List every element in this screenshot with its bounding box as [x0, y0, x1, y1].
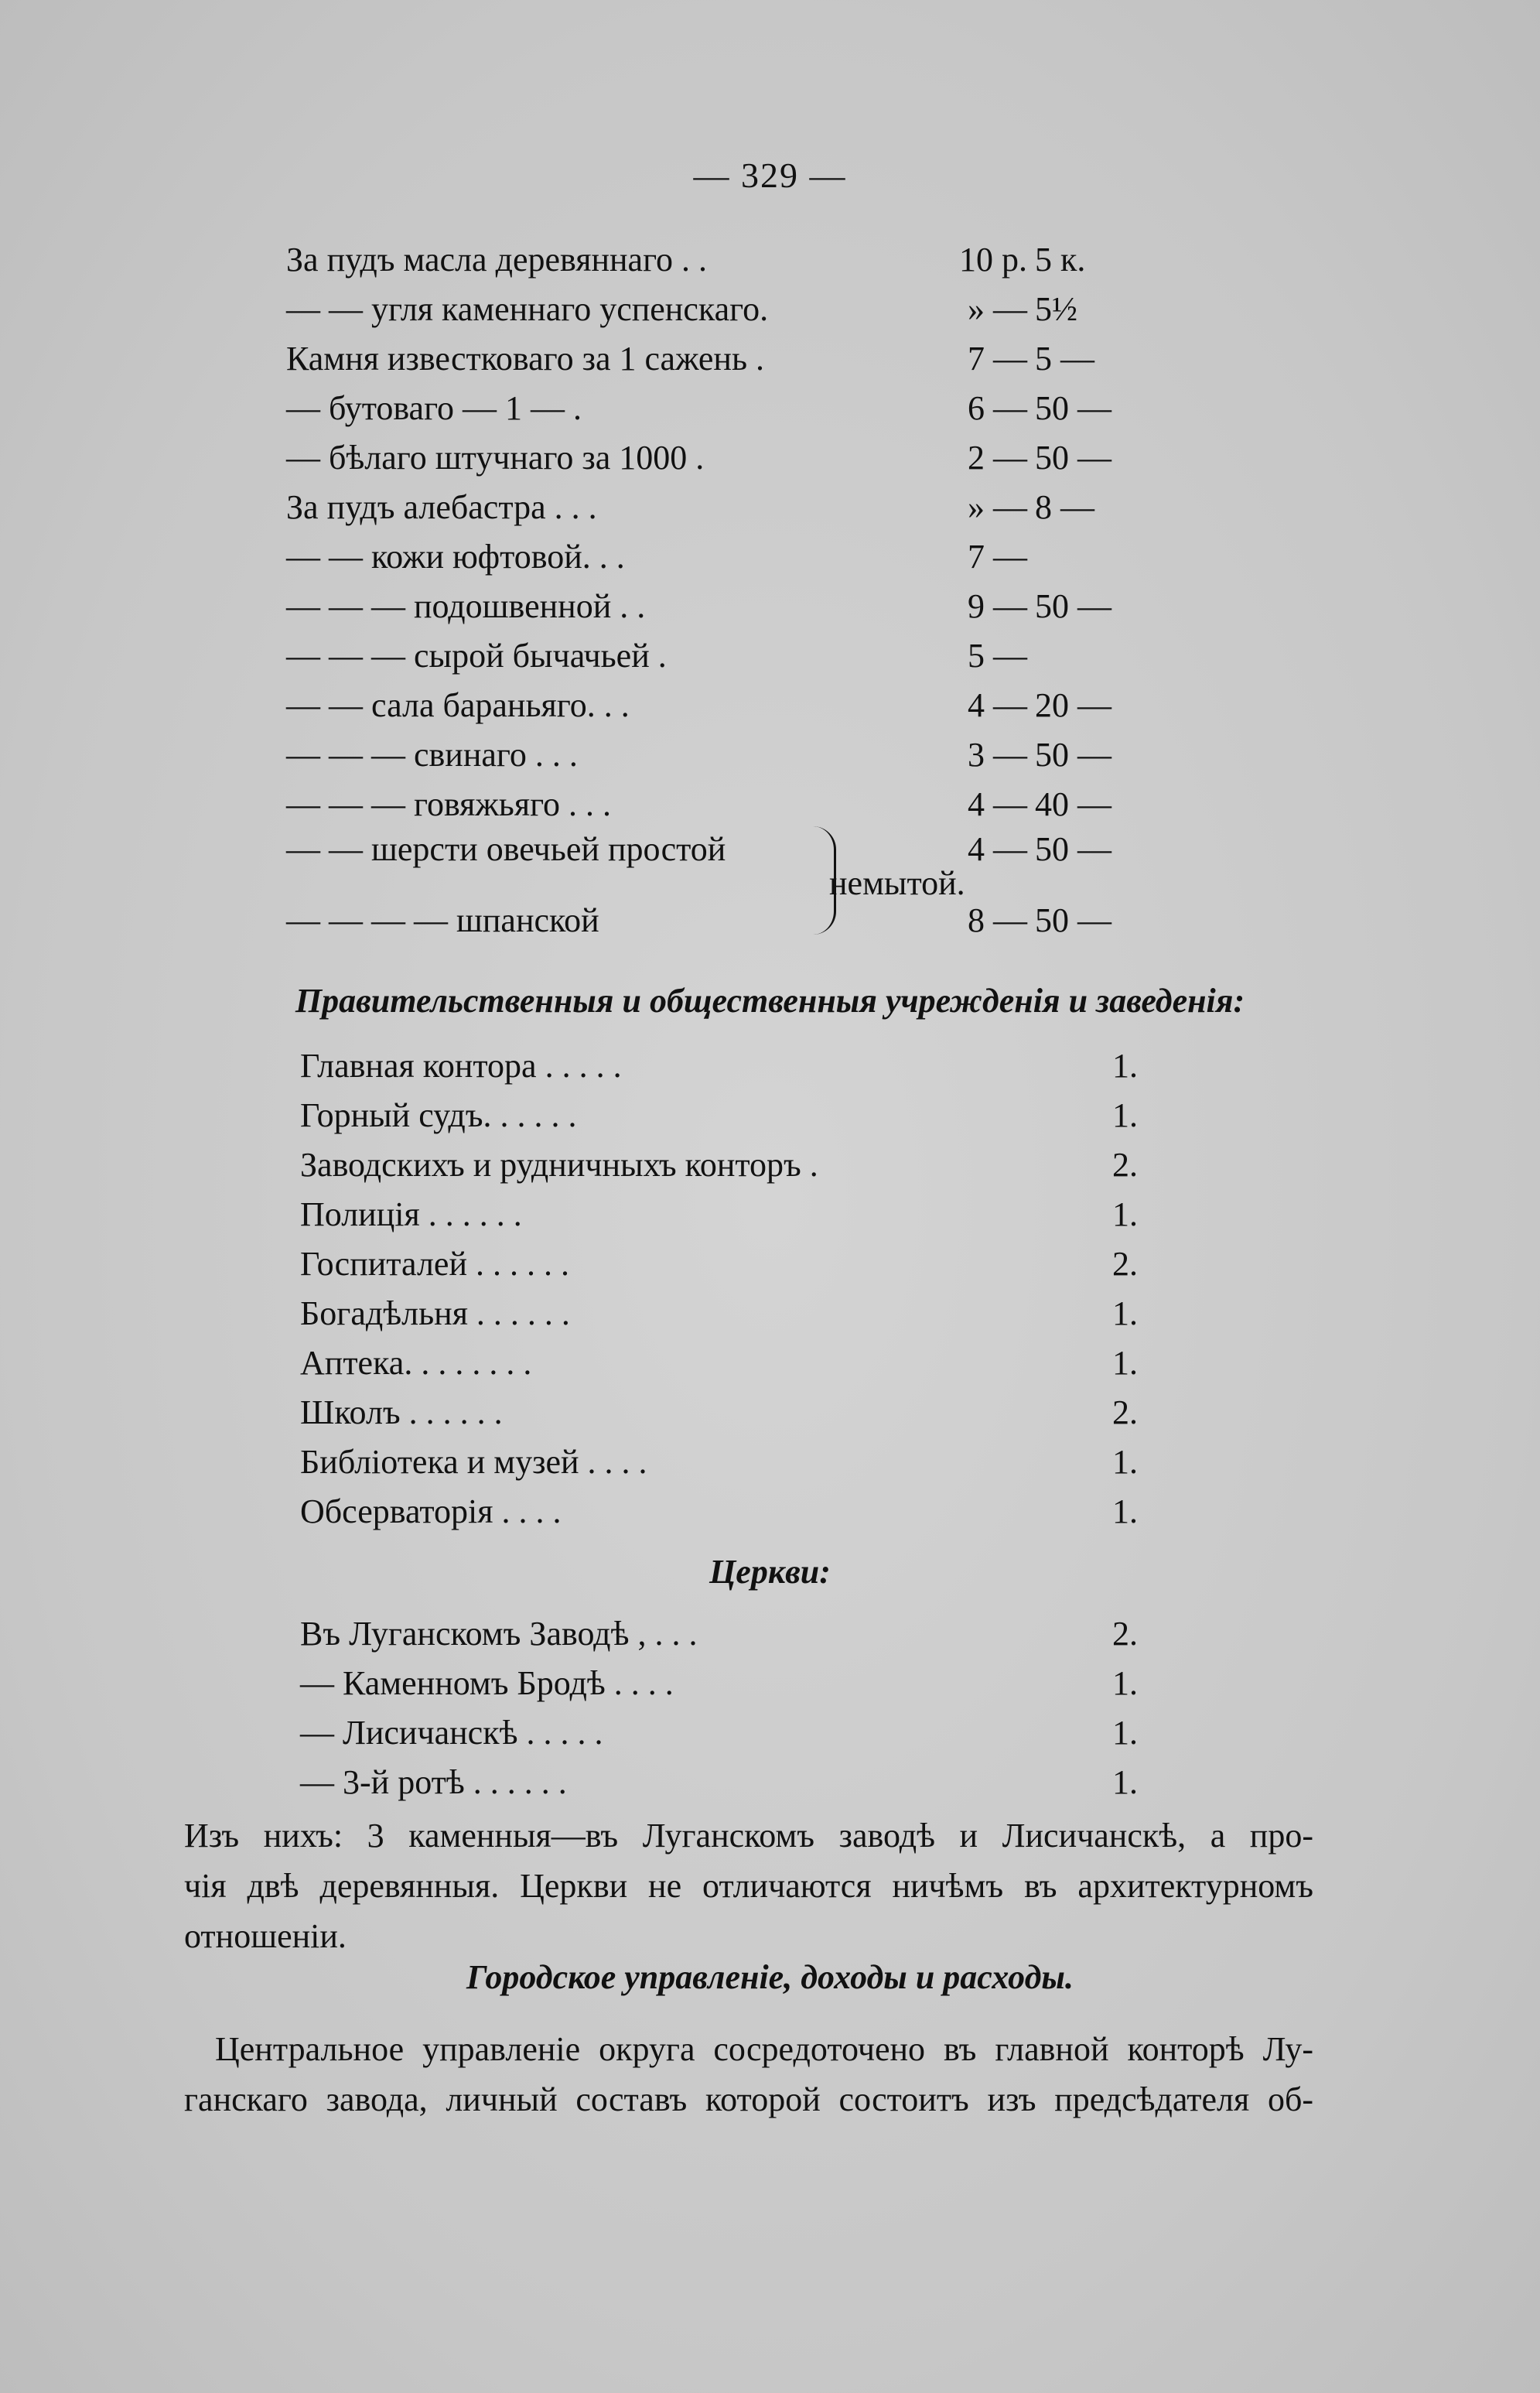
institution-row	[300, 1343, 1151, 1391]
church-label: — 3-й ротѣ . . . . . .	[300, 1763, 567, 1801]
price-row	[286, 785, 1160, 832]
price-item: — — — свинаго . . .	[286, 736, 578, 774]
institution-count: 2.	[1112, 1146, 1138, 1184]
price-rubles: » —	[968, 488, 1027, 526]
price-rubles: 10 р.	[959, 241, 1027, 279]
price-rubles: 2 —	[968, 439, 1027, 477]
institution-count: 2.	[1112, 1393, 1138, 1431]
price-row	[286, 339, 1160, 387]
price-rubles: 5 —	[968, 637, 1027, 675]
price-kopecks: 5 —	[1035, 340, 1094, 378]
price-kopecks: 8 —	[1035, 488, 1094, 526]
institution-label: Богадѣльня . . . . . .	[300, 1294, 570, 1332]
price-item: — бутоваго — 1 — .	[286, 389, 582, 427]
price-kopecks: 50 —	[1035, 830, 1111, 868]
church-count: 1.	[1112, 1763, 1138, 1801]
admin-paragraph	[184, 2024, 1313, 2125]
price-row	[286, 586, 1160, 634]
price-kopecks: 50 —	[1035, 389, 1111, 427]
institution-count: 1.	[1112, 1294, 1138, 1332]
price-row	[286, 829, 1160, 877]
price-rubles: » —	[968, 290, 1027, 328]
paragraph-line: отношеніи.	[184, 1917, 347, 1955]
price-item: — — угля каменнаго успенскаго.	[286, 290, 769, 328]
church-row	[300, 1713, 1151, 1761]
admin-heading: Городское управленіе, доходы и расходы.	[466, 1958, 1074, 1996]
price-item: — — — говяжьяго . . .	[286, 785, 612, 823]
price-rubles: 6 —	[968, 389, 1027, 427]
price-item: — — кожи юфтовой. . .	[286, 538, 625, 576]
institution-count: 1.	[1112, 1443, 1138, 1481]
paragraph-line: чія двѣ деревянныя. Церкви не отличаются ничѣмъ въ архитектурномъ	[184, 1867, 1313, 1905]
price-rubles: 7 —	[968, 538, 1027, 576]
price-row	[286, 388, 1160, 436]
institution-row	[300, 1096, 1151, 1144]
institution-row	[300, 1492, 1151, 1540]
price-item: За пудъ масла деревяннаго . .	[286, 241, 708, 279]
institution-row	[300, 1046, 1151, 1094]
institution-label: Горный судъ. . . . . .	[300, 1096, 577, 1134]
institution-label: Школъ . . . . . .	[300, 1393, 503, 1431]
price-item: — — — подошвенной . .	[286, 587, 646, 625]
institution-row	[300, 1145, 1151, 1193]
churches-paragraph	[184, 1810, 1313, 1961]
church-count: 1.	[1112, 1714, 1138, 1752]
church-label: — Каменномъ Бродѣ . . . .	[300, 1664, 674, 1702]
church-label: Въ Луганскомъ Заводѣ , . . .	[300, 1615, 698, 1653]
price-rubles: 9 —	[968, 587, 1027, 625]
price-rubles: 8 —	[968, 901, 1027, 939]
institution-label: Библіотека и музей . . . .	[300, 1443, 647, 1481]
price-kopecks: 50 —	[1035, 736, 1111, 774]
institution-count: 1.	[1112, 1096, 1138, 1134]
wool-note: немытой.	[829, 864, 965, 902]
institution-row	[300, 1244, 1151, 1292]
institution-label: Главная контора . . . . .	[300, 1047, 622, 1085]
institution-row	[300, 1393, 1151, 1441]
churches-heading: Церкви:	[709, 1553, 831, 1591]
price-kopecks: 50 —	[1035, 901, 1111, 939]
church-row	[300, 1663, 1151, 1711]
price-rubles: 7 —	[968, 340, 1027, 378]
price-row	[286, 289, 1160, 337]
price-row	[286, 636, 1160, 684]
institution-count: 1.	[1112, 1047, 1138, 1085]
price-kopecks: 50 —	[1035, 587, 1111, 625]
church-count: 2.	[1112, 1615, 1138, 1653]
price-rubles: 4 —	[968, 686, 1027, 724]
price-rubles: 4 —	[968, 785, 1027, 823]
price-item: — — — сырой бычачьей .	[286, 637, 667, 675]
price-row	[286, 438, 1160, 486]
price-kopecks: 50 —	[1035, 439, 1111, 477]
institution-count: 2.	[1112, 1245, 1138, 1283]
price-rubles: 4 —	[968, 830, 1027, 868]
institution-label: Обсерваторія . . . .	[300, 1492, 562, 1530]
institution-label: Заводскихъ и рудничныхъ конторъ .	[300, 1146, 818, 1184]
institution-count: 1.	[1112, 1344, 1138, 1382]
institution-label: Аптека. . . . . . . .	[300, 1344, 532, 1382]
price-row	[286, 901, 1160, 949]
price-row	[286, 487, 1160, 535]
institution-row	[300, 1195, 1151, 1243]
institution-count: 1.	[1112, 1195, 1138, 1233]
price-row	[286, 240, 1160, 288]
institution-row	[300, 1442, 1151, 1490]
institution-row	[300, 1294, 1151, 1342]
price-rubles: 3 —	[968, 736, 1027, 774]
paragraph-line: Центральное управленіе округа сосредоточено въ главной конторѣ Лу-	[215, 2030, 1313, 2068]
institution-label: Полиція . . . . . .	[300, 1195, 522, 1233]
price-kopecks: 40 —	[1035, 785, 1111, 823]
institution-label: Госпиталей . . . . . .	[300, 1245, 570, 1283]
church-row	[300, 1614, 1151, 1662]
price-item: — — — — шпанской	[286, 901, 599, 939]
price-item: — — шерсти овечьей простой	[286, 830, 726, 868]
price-kopecks: 5½	[1035, 290, 1077, 328]
church-label: — Лисичанскѣ . . . . .	[300, 1714, 603, 1752]
price-row	[286, 537, 1160, 585]
price-item: — бѣлаго штучнаго за 1000 .	[286, 439, 705, 477]
church-count: 1.	[1112, 1664, 1138, 1702]
page-number: — 329 —	[693, 156, 847, 195]
paragraph-line: ганскаго завода, личный составъ которой состоитъ изъ предсѣдателя об-	[184, 2080, 1313, 2118]
institution-count: 1.	[1112, 1492, 1138, 1530]
price-kopecks: 5 к.	[1035, 241, 1086, 279]
price-item: — — сала бараньяго. . .	[286, 686, 630, 724]
price-kopecks: 20 —	[1035, 686, 1111, 724]
price-item: Камня известковаго за 1 сажень .	[286, 340, 765, 378]
church-row	[300, 1762, 1151, 1810]
price-item: За пудъ алебастра . . .	[286, 488, 597, 526]
price-row	[286, 685, 1160, 733]
paragraph-line: Изъ нихъ: 3 каменныя—въ Луганскомъ заводѣ и Лисичанскѣ, а про-	[184, 1817, 1313, 1855]
institutions-heading: Правительственныя и общественныя учрежденія и заведенія:	[295, 982, 1245, 1020]
price-row	[286, 735, 1160, 783]
